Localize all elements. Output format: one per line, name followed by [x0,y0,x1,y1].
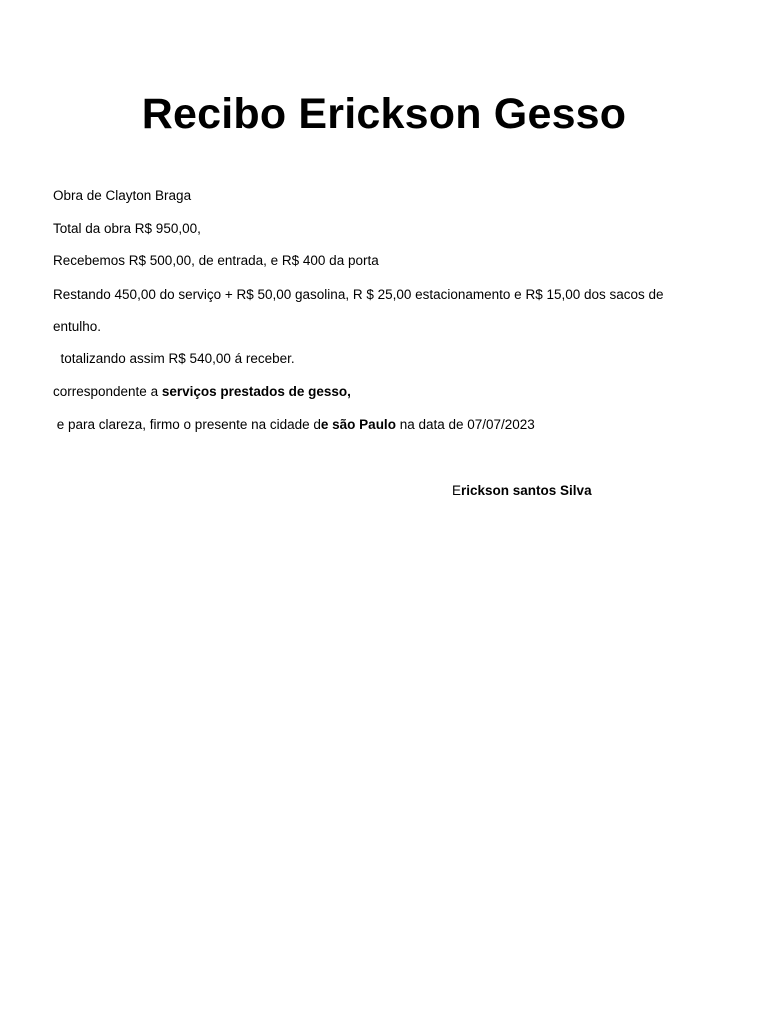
remaining-costs-line: Restando 450,00 do serviço + R$ 50,00 gasolina, R $ 25,00 estacionamento e R$ 15,00 dos sacos de [53,287,664,302]
service-description-bold: serviços prestados de gesso, [161,384,351,399]
total-amount-line: Total da obra R$ 950,00, [53,221,201,236]
total-receivable-line: totalizando assim R$ 540,00 á receber. [53,351,295,366]
service-description-line [53,383,351,401]
work-client-line: Obra de Clayton Braga [53,188,192,203]
signature-initial: E [452,483,462,498]
signature-name [452,482,592,500]
signature-rest: rickson santos Silva [461,483,592,498]
city-date-prefix: e para clareza, firmo o presente na cidade d [53,417,321,432]
service-description-prefix: correspondente a [53,384,162,399]
document-title: Recibo Erickson Gesso [141,90,627,138]
remaining-costs-continuation: entulho. [53,319,102,334]
payment-received-line: Recebemos R$ 500,00, de entrada, e R$ 400 da porta [53,253,379,268]
city-date-suffix: na data de 07/07/2023 [395,417,535,432]
city-name: e são Paulo [320,417,396,432]
city-date-line [53,416,535,434]
